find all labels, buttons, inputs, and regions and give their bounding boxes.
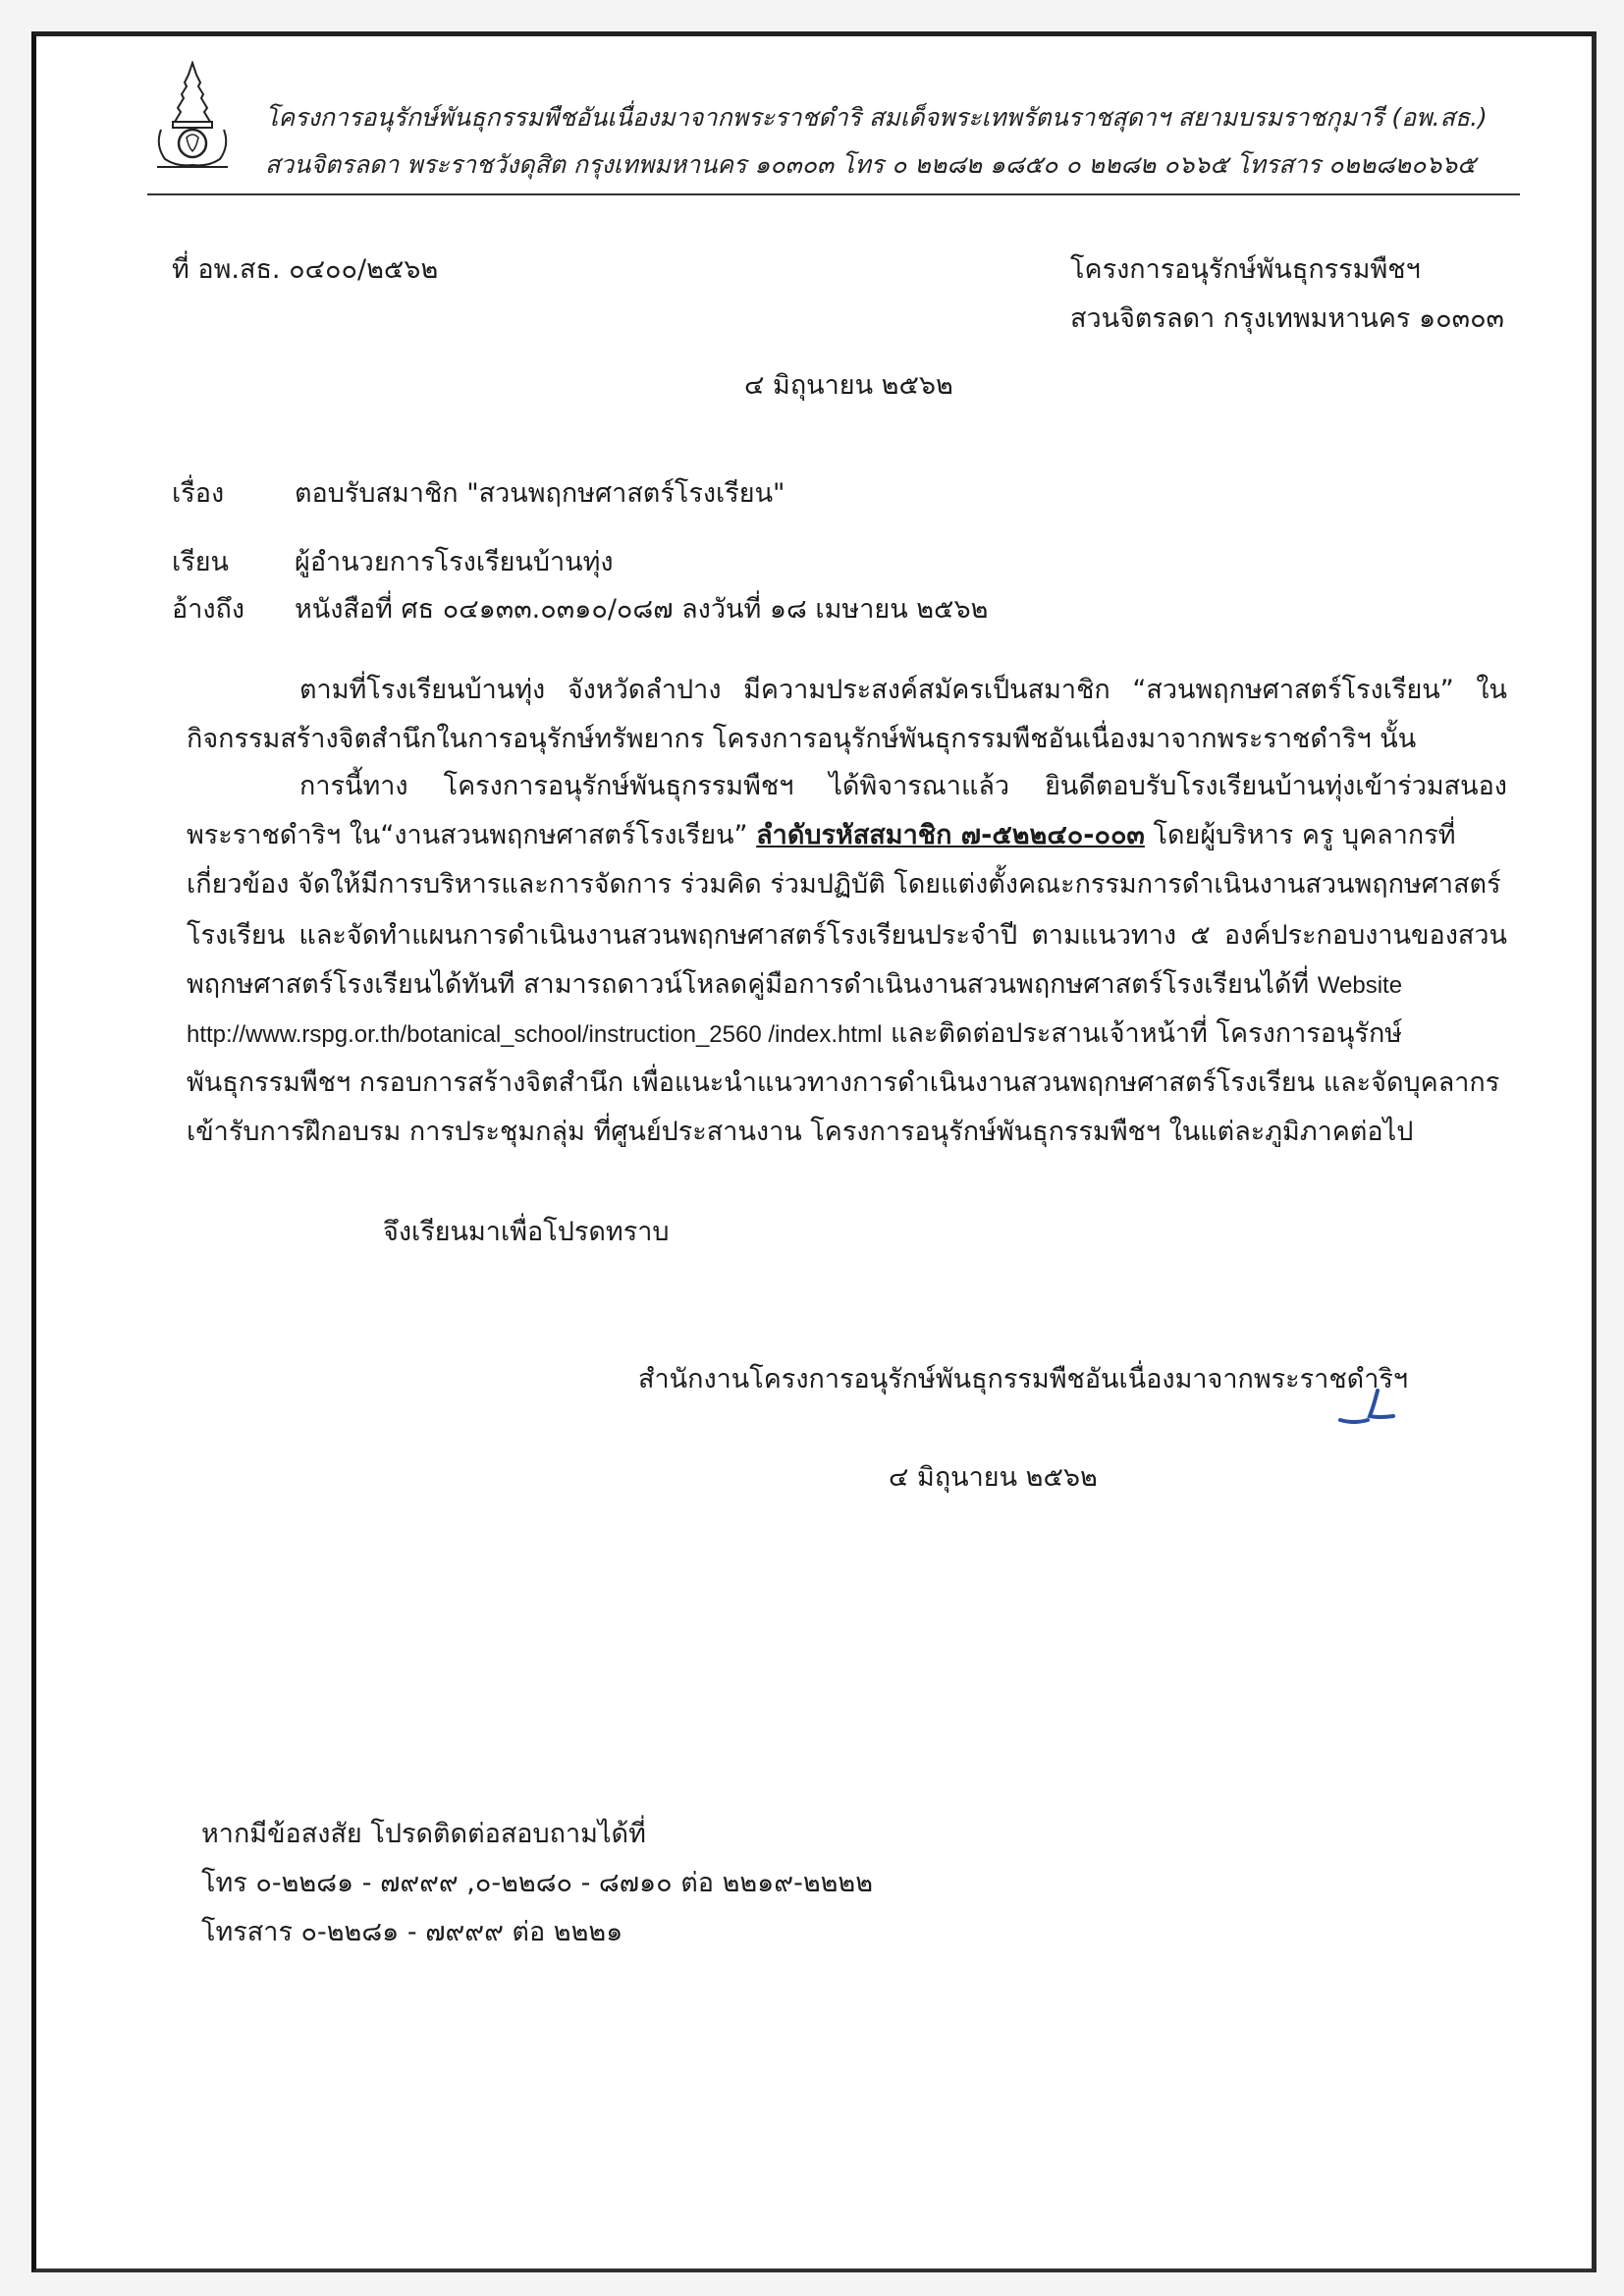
document-number: ที่ อพ.สธ. ๐๔๐๐/๒๕๖๒	[172, 254, 439, 285]
website-label: Website	[1317, 972, 1403, 999]
royal-emblem-icon	[147, 61, 238, 177]
contact-fax: โทรสาร ๐-๒๒๘๑ - ๗๙๙๙ ต่อ ๒๒๒๑	[201, 1917, 623, 1947]
body-paragraph-2-line-4: โรงเรียน และจัดทำแผนการดำเนินงานสวนพฤกษศาสตร์โรงเรียนประจำปี ตามแนวทาง ๕ องค์ประกอบงานของสวน	[187, 920, 1507, 951]
reference-label: อ้างถึง	[172, 594, 245, 625]
signature-mark	[1330, 1383, 1409, 1432]
body-paragraph-1-line-1: ตามที่โรงเรียนบ้านทุ่ง จังหวัดลำปาง มีความประสงค์สมัครเป็นสมาชิก “สวนพฤกษศาสตร์โรงเรียน” ใน	[299, 675, 1507, 705]
closing-line: จึงเรียนมาเพื่อโปรดทราบ	[383, 1217, 670, 1247]
letterhead-divider	[147, 193, 1520, 195]
body-paragraph-2-line-8: เข้ารับการฝึกอบรม การประชุมกลุ่ม ที่ศูนย์ประสานงาน โครงการอนุรักษ์พันธุกรรมพืชฯ ในแต่ละภูมิภาคต่อไป	[187, 1117, 1414, 1147]
body-paragraph-2-line-5	[187, 962, 1507, 1005]
body-paragraph-2-line-1: การนี้ทาง โครงการอนุรักษ์พันธุกรรมพืชฯ ได้พิจารณาแล้ว ยินดีตอบรับโรงเรียนบ้านทุ่งเข้าร่วมสนอง	[299, 771, 1507, 801]
contact-phone: โทร ๐-๒๒๘๑ - ๗๙๙๙ ,๐-๒๒๘๐ - ๘๗๑๐ ต่อ ๒๒๑๙-๒๒๒๒	[201, 1868, 874, 1898]
body-paragraph-2-line-7: พันธุกรรมพืชฯ กรอบการสร้างจิตสำนึก เพื่อแนะนำแนวทางการดำเนินงานสวนพฤกษศาสตร์โรงเรียน และจัดบุคลากร	[187, 1067, 1500, 1098]
member-code: ลำดับรหัสสมาชิก ๗-๕๒๒๔๐-๐๐๓	[756, 820, 1145, 850]
reference-value: หนังสือที่ ศธ ๐๔๑๓๓.๐๓๑๐/๐๘๗ ลงวันที่ ๑๘ เมษายน ๒๕๖๒	[295, 594, 989, 625]
letterhead-line-2: สวนจิตรลดา พระราชวังดุสิต กรุงเทพมหานคร ๑๐๓๐๓ โทร ๐ ๒๒๘๒ ๑๘๕๐ ๐ ๒๒๘๒ ๐๖๖๕ โทรสาร ๐๒๒๘๒๐๖๖๕	[265, 150, 1476, 179]
subject-value: ตอบรับสมาชิก "สวนพฤกษศาสตร์โรงเรียน"	[295, 478, 785, 509]
body-text: และติดต่อประสานเจ้าหน้าที่ โครงการอนุรักษ์	[882, 1018, 1403, 1049]
subject-label: เรื่อง	[172, 478, 225, 509]
body-paragraph-2-line-2	[187, 813, 1507, 855]
body-text: พระราชดำริฯ ใน“งานสวนพฤกษศาสตร์โรงเรียน”	[187, 820, 757, 850]
signature-office: สำนักงานโครงการอนุรักษ์พันธุกรรมพืชอันเนื่องมาจากพระราชดำริฯ	[638, 1364, 1409, 1394]
body-text: พฤกษศาสตร์โรงเรียนได้ทันที สามารถดาวน์โหลดคู่มือการดำเนินงานสวนพฤกษศาสตร์โรงเรียนได้ที่	[187, 969, 1318, 1000]
manual-url-link[interactable]: http://www.rspg.or.th/botanical_school/instruction_2560 /index.html	[187, 1021, 883, 1048]
signature-date: ๔ มิถุนายน ๒๕๖๒	[889, 1462, 1098, 1493]
contact-line-1: หากมีข้อสงสัย โปรดติดต่อสอบถามได้ที่	[201, 1819, 646, 1849]
body-paragraph-1-line-2: กิจกรรมสร้างจิตสำนึกในการอนุรักษ์ทรัพยากร โครงการอนุรักษ์พันธุกรรมพืชอันเนื่องมาจากพระราชดำริฯ นั้น	[187, 724, 1417, 754]
sender-line-1: โครงการอนุรักษ์พันธุกรรมพืชฯ	[1070, 254, 1421, 285]
body-paragraph-2-line-3: เกี่ยวข้อง จัดให้มีการบริหารและการจัดการ ร่วมคิด ร่วมปฏิบัติ โดยแต่งตั้งคณะกรรมการดำเนินงานสวนพฤกษศาสตร์	[187, 869, 1501, 900]
recipient-label: เรียน	[172, 547, 230, 577]
letterhead-line-1: โครงการอนุรักษ์พันธุกรรมพืชอันเนื่องมาจากพระราชดำริ สมเด็จพระเทพรัตนราชสุดาฯ สยามบรมราชกุมารี (อพ.สธ.)	[265, 103, 1488, 132]
body-text: โดยผู้บริหาร ครู บุคลากรที่	[1144, 820, 1456, 850]
letter-date: ๔ มิถุนายน ๒๕๖๒	[744, 370, 953, 401]
recipient-value: ผู้อำนวยการโรงเรียนบ้านทุ่ง	[295, 547, 614, 577]
body-paragraph-2-line-6	[187, 1011, 1507, 1054]
sender-line-2: สวนจิตรลดา กรุงเทพมหานคร ๑๐๓๐๓	[1070, 303, 1505, 334]
